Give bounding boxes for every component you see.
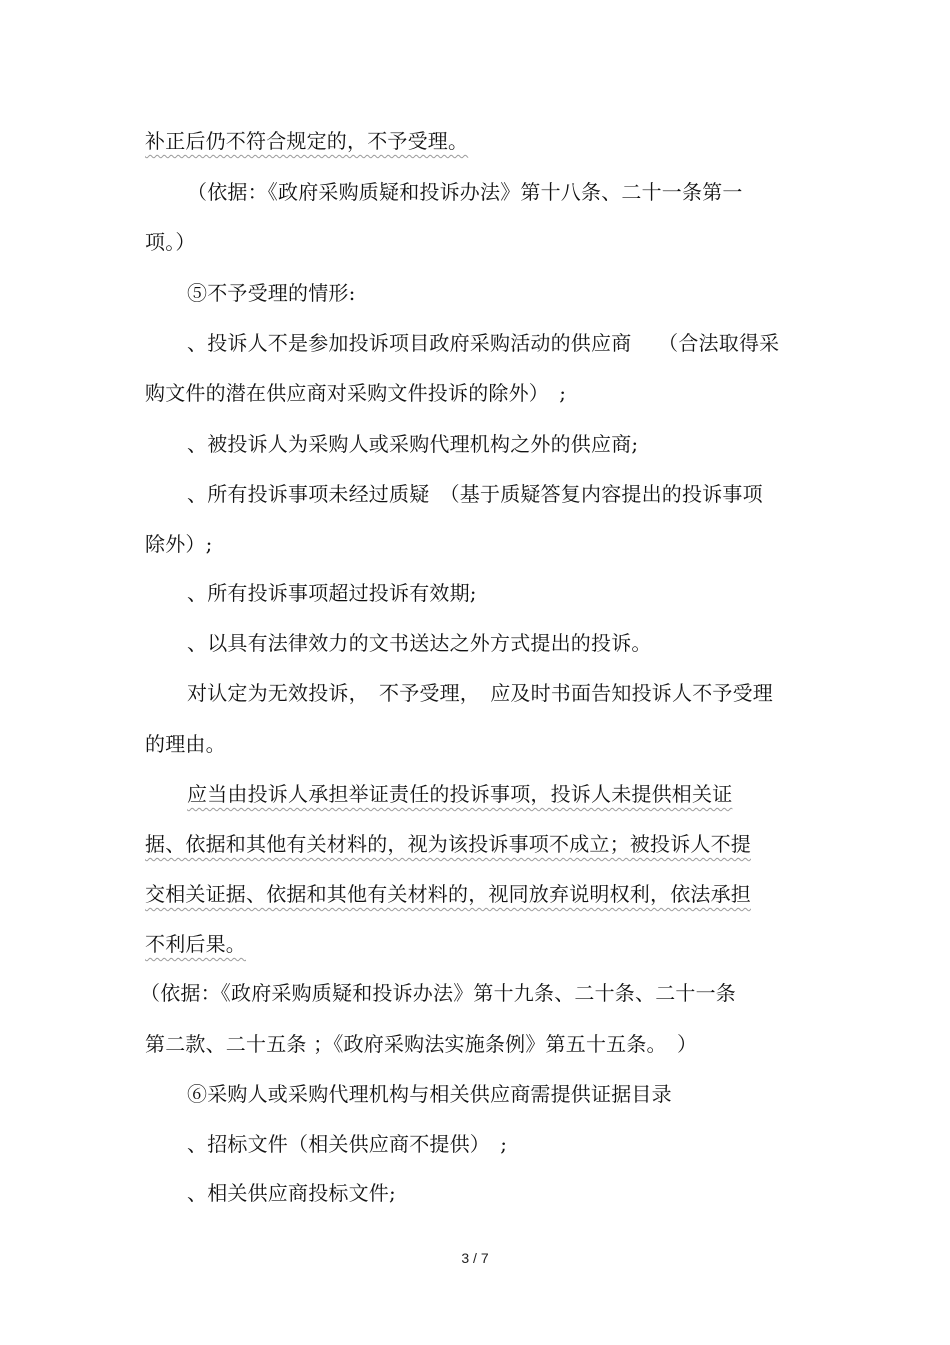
- paragraph-line: 对认定为无效投诉， 不予受理， 应及时书面告知投诉人不予受理: [187, 681, 773, 705]
- underlined-paragraph-line: 据、依据和其他有关材料的，视为该投诉事项不成立；被投诉人不提: [145, 832, 751, 856]
- list-item-line: 购文件的潜在供应商对采购文件投诉的除外） ;: [145, 381, 567, 405]
- underlined-paragraph-line: 不利后果。: [145, 932, 246, 956]
- paragraph-line-2: （依据：《政府采购质疑和投诉办法》第十八条、二十一条第一: [187, 180, 743, 204]
- list-item-line: 、所有投诉事项超过投诉有效期;: [187, 581, 477, 605]
- page-number: 3 / 7: [461, 1250, 489, 1266]
- list-item-line: 除外）;: [145, 532, 213, 556]
- section-heading-5: ⑤不予受理的情形:: [187, 281, 356, 305]
- section-heading-6: ⑥采购人或采购代理机构与相关供应商需提供证据目录: [187, 1082, 672, 1106]
- list-item-line: 、所有投诉事项未经过质疑 （基于质疑答复内容提出的投诉事项: [187, 482, 763, 506]
- paragraph-line: 的理由。: [145, 732, 226, 756]
- paragraph-line-3: 项。）: [145, 230, 196, 254]
- citation-line: 第二款、二十五条 ；《政府采购法实施条例》第五十五条。 ）: [145, 1032, 698, 1056]
- list-item-line: 、招标文件（相关供应商不提供） ;: [187, 1132, 508, 1156]
- list-item-line: 、投诉人不是参加投诉项目政府采购活动的供应商 （合法取得采: [187, 331, 780, 355]
- paragraph-line-1: 补正后仍不符合规定的，不予受理。: [145, 129, 469, 153]
- underlined-paragraph-line: 应当由投诉人承担举证责任的投诉事项，投诉人未提供相关证: [187, 782, 733, 806]
- citation-line: （依据：《政府采购质疑和投诉办法》第十九条、二十条、二十一条: [140, 981, 736, 1005]
- list-item-line: 、被投诉人为采购人或采购代理机构之外的供应商;: [187, 432, 639, 456]
- list-item-line: 、相关供应商投标文件;: [187, 1181, 396, 1205]
- underlined-paragraph-line: 交相关证据、依据和其他有关材料的，视同放弃说明权利，依法承担: [145, 882, 751, 906]
- list-item-line: 、以具有法律效力的文书送达之外方式提出的投诉。: [187, 631, 652, 655]
